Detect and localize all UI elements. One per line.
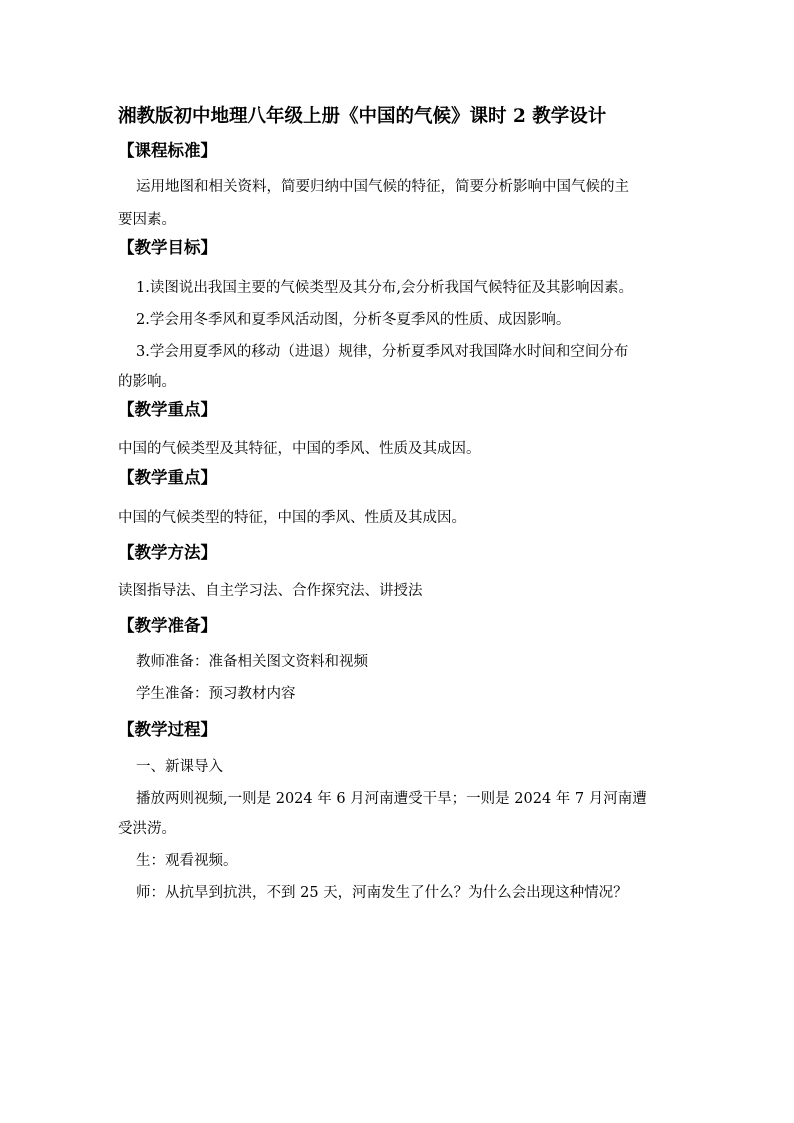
section-heading-key-points: 【教学重点】 bbox=[118, 400, 217, 419]
section-heading-process: 【教学过程】 bbox=[118, 720, 217, 739]
process-line-4: 师：从抗旱到抗洪，不到 25 天，河南发生了什么？为什么会出现这种情况？ bbox=[136, 885, 628, 901]
process-line-1: 播放两则视频,一则是 2024 年 6 月河南遭受干旱；一则是 2024 年 7 月河南遭 bbox=[136, 791, 647, 807]
process-line-3: 生：观看视频。 bbox=[136, 853, 238, 869]
process-intro: 一、新课导入 bbox=[136, 759, 223, 775]
objective-3-continued: 的影响。 bbox=[118, 374, 176, 390]
standard-line-1: 运用地图和相关资料，简要归纳中国气候的特征，简要分析影响中国气候的主 bbox=[136, 179, 629, 195]
section-heading-standard: 【课程标准】 bbox=[118, 141, 217, 160]
section-heading-objectives: 【教学目标】 bbox=[118, 238, 217, 257]
section-heading-methods: 【教学方法】 bbox=[118, 543, 217, 562]
key-points-text: 中国的气候类型及其特征，中国的季风、性质及其成因。 bbox=[118, 441, 481, 457]
objective-3: 3.学会用夏季风的移动（进退）规律，分析夏季风对我国降水时间和空间分布 bbox=[136, 344, 629, 360]
preparation-teacher: 教师准备：准备相关图文资料和视频 bbox=[136, 654, 368, 670]
section-heading-key-points-2: 【教学重点】 bbox=[118, 468, 217, 487]
objective-2: 2.学会用冬季风和夏季风活动图，分析冬夏季风的性质、成因影响。 bbox=[136, 312, 571, 328]
preparation-student: 学生准备：预习教材内容 bbox=[136, 686, 296, 702]
methods-text: 读图指导法、自主学习法、合作探究法、讲授法 bbox=[118, 583, 423, 599]
section-heading-preparation: 【教学准备】 bbox=[118, 616, 217, 635]
process-line-2: 受洪涝。 bbox=[118, 821, 176, 837]
key-points-2-text: 中国的气候类型的特征，中国的季风、性质及其成因。 bbox=[118, 510, 466, 526]
standard-line-2: 要因素。 bbox=[118, 212, 176, 228]
objective-1: 1.读图说出我国主要的气候类型及其分布,会分析我国气候特征及其影响因素。 bbox=[136, 280, 633, 296]
document-title: 湘教版初中地理八年级上册《中国的气候》课时 2 教学设计 bbox=[118, 106, 607, 127]
